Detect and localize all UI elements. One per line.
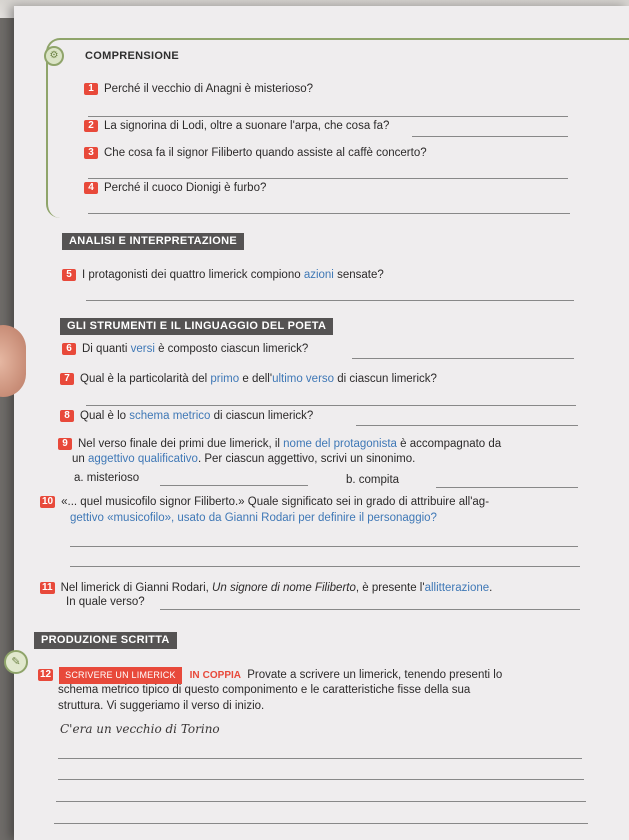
gear-icon: ⚙: [44, 46, 64, 66]
answer-line[interactable]: [356, 425, 578, 426]
question-number: 8: [60, 410, 74, 422]
question-number: 1: [84, 83, 98, 95]
pen-icon: ✎: [4, 650, 28, 674]
answer-line[interactable]: [88, 116, 568, 117]
question-8: 8 Qual è lo schema metrico di ciascun limerick?: [60, 409, 313, 424]
question-12: 12 SCRIVERE UN LIMERICK IN COPPIA Provate a scrivere un limerick, tenendo presenti lo: [38, 667, 502, 684]
answer-line[interactable]: [54, 823, 588, 824]
question-number: 2: [84, 120, 98, 132]
question-number: 9: [58, 438, 72, 450]
answer-line[interactable]: [160, 609, 580, 610]
question-number: 6: [62, 343, 76, 355]
question-11: 11 Nel limerick di Gianni Rodari, Un signore di nome Filiberto, è presente l'allitterazione.: [42, 582, 493, 594]
answer-line[interactable]: [88, 178, 568, 179]
answer-line[interactable]: [86, 300, 574, 301]
question-12-line-3: struttura. Vi suggeriamo il verso di inizio.: [58, 700, 265, 712]
section-title-comprensione: COMPRENSIONE: [85, 50, 180, 62]
question-number: 7: [60, 373, 74, 385]
answer-line[interactable]: [56, 801, 586, 802]
option-b: b. compita: [346, 474, 400, 486]
question-number: 4: [84, 182, 98, 194]
question-number: 11: [42, 582, 53, 593]
question-6: 6 Di quanti versi è composto ciascun limerick?: [62, 342, 308, 357]
question-number: 3: [84, 147, 98, 159]
question-1: 1 Perché il vecchio di Anagni è misterioso?: [84, 82, 313, 97]
question-4: 4 Perché il cuoco Dionigi è furbo?: [84, 181, 266, 196]
question-9-line-2: un aggettivo qualificativo. Per ciascun aggettivo, scrivi un sinonimo.: [72, 453, 416, 465]
question-12-line-2: schema metrico tipico di questo componimento e le caratteristiche fisse della sua: [58, 684, 471, 696]
answer-line[interactable]: [436, 487, 578, 488]
question-3: 3 Che cosa fa il signor Filiberto quando assiste al caffè concerto?: [84, 146, 427, 161]
question-5: 5 I protagonisti dei quattro limerick compiono azioni sensate?: [62, 268, 384, 283]
question-number: 10: [42, 496, 54, 507]
suggested-first-verse: C'era un vecchio di Torino: [60, 722, 220, 736]
question-10-line-2: gettivo «musicofilo», usato da Gianni Rodari per definire il personaggio?: [70, 512, 437, 524]
finger: [0, 325, 26, 397]
section-title-analisi: ANALISI E INTERPRETAZIONE: [62, 233, 244, 250]
answer-line[interactable]: [58, 758, 582, 759]
task-badge: SCRIVERE UN LIMERICK: [59, 667, 182, 684]
answer-line[interactable]: [58, 779, 584, 780]
answer-line[interactable]: [70, 566, 580, 567]
answer-line[interactable]: [88, 213, 570, 214]
answer-line[interactable]: [160, 485, 308, 486]
answer-line[interactable]: [70, 546, 578, 547]
question-number: 12: [40, 669, 52, 680]
option-a: a. misterioso: [74, 472, 140, 484]
question-number: 5: [62, 269, 76, 281]
question-9: 9 Nel verso finale dei primi due limerick, il nome del protagonista è accompagnato da: [58, 437, 501, 452]
question-11-line-2: In quale verso?: [66, 596, 145, 608]
question-2: 2 La signorina di Lodi, oltre a suonare l'arpa, che cosa fa?: [84, 119, 389, 134]
section-title-produzione: PRODUZIONE SCRITTA: [34, 632, 177, 649]
question-7: 7 Qual è la particolarità del primo e dell'ultimo verso di ciascun limerick?: [60, 372, 437, 387]
answer-line[interactable]: [412, 136, 568, 137]
section-title-strumenti: GLI STRUMENTI E IL LINGUAGGIO DEL POETA: [60, 318, 333, 335]
question-10: 10 «... quel musicofilo signor Filiberto.» Quale significato sei in grado di attribuire all'ag-: [42, 496, 490, 508]
answer-line[interactable]: [352, 358, 574, 359]
answer-line[interactable]: [86, 405, 576, 406]
